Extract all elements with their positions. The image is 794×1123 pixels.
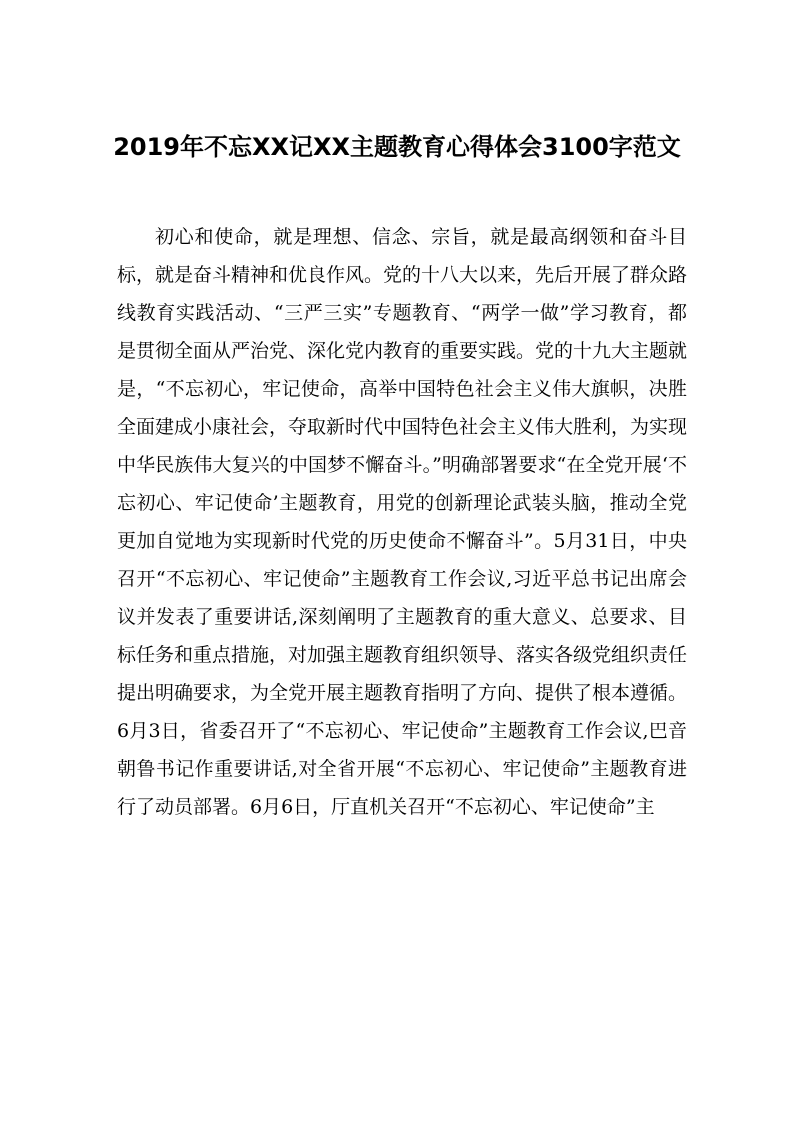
body-paragraph: 初心和使命，就是理想、信念、宗旨，就是最高纲领和奋斗目标，就是奋斗精神和优良作风。党的十八大以来，先后开展了群众路线教育实践活动、“三严三实”专题教育、“两学一做”学习教育，都是贯彻全面从严治党、深化党内教育的重要实践。党的十九大主题就是，“不忘初心，牢记使命，高举中国特色社会主义伟大旗帜，决胜全面建成小康社会，夺取新时代中国特色社会主义伟大胜利，为实现中华民族伟大复兴的中国梦不懈奋斗。”明确部署要求“在全党开展‘不忘初心、牢记使命’主题教育，用党的创新理论武装头脑，推动全党更加自觉地为实现新时代党的历史使命不懈奋斗”。5月31日，中央召开“不忘初心、牢记使命”主题教育工作会议,习近平总书记出席会议并发表了重要讲话,深刻阐明了主题教育的重大意义、总要求、目标任务和重点措施，对加强主题教育组织领导、落实各级党组织责任提出明确要求，为全党开展主题教育指明了方向、提供了根本遵循。6月3日，省委召开了“不忘初心、牢记使命”主题教育工作会议,巴音朝鲁书记作重要讲话,对全省开展“不忘初心、牢记使命”主题教育进行了动员部署。6月6日，厅直机关召开“不忘初心、牢记使命”主: [117, 226, 688, 818]
document-title: 2019年不忘XX记XX主题教育心得体会3100字范文: [113, 133, 681, 161]
